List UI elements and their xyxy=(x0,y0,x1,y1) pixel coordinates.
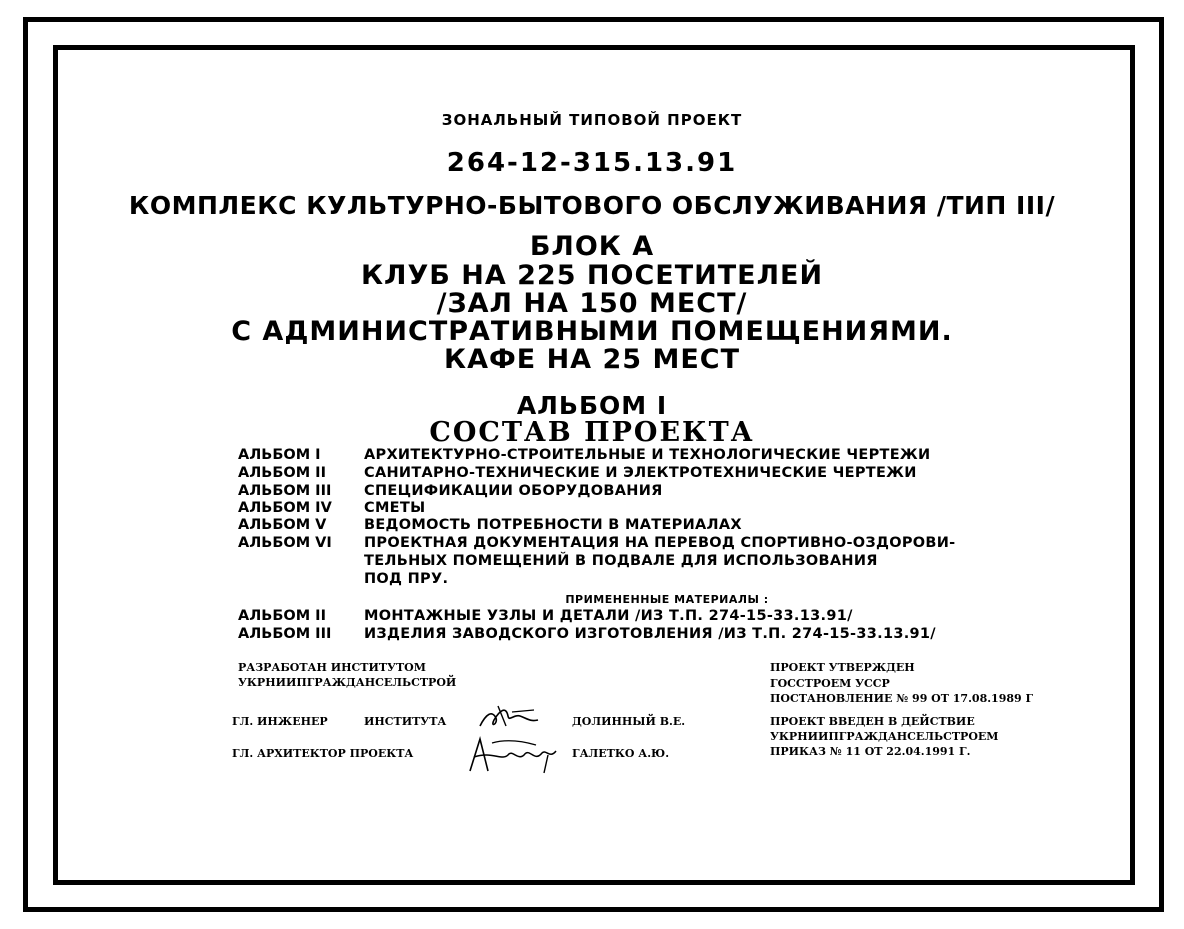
applied-item-text: МОНТАЖНЫЕ УЗЛЫ И ДЕТАЛИ /ИЗ Т.П. 274-15-33.13.91/ xyxy=(364,608,853,624)
list-item-text: АРХИТЕКТУРНО-СТРОИТЕЛЬНЫЕ И ТЕХНОЛОГИЧЕСКИЕ ЧЕРТЕЖИ xyxy=(364,447,931,463)
list-item-text: СПЕЦИФИКАЦИИ ОБОРУДОВАНИЯ xyxy=(364,483,663,499)
enactment-line-1: ПРОЕКТ ВВЕДЕН В ДЕЙСТВИЕ xyxy=(770,715,975,728)
list-item-label: АЛЬБОМ III xyxy=(238,483,332,499)
list-item-label: АЛЬБОМ II xyxy=(238,465,326,481)
title-line-admin: С АДМИНИСТРАТИВНЫМИ ПОМЕЩЕНИЯМИ. xyxy=(231,316,953,347)
list-item-text: ВЕДОМОСТЬ ПОТРЕБНОСТИ В МАТЕРИАЛАХ xyxy=(364,517,742,533)
applied-item-label: АЛЬБОМ II xyxy=(238,608,326,624)
chief-architect-name: ГАЛЕТКО А.Ю. xyxy=(572,747,670,760)
applied-item-label: АЛЬБОМ III xyxy=(238,626,332,642)
title-line-club: КЛУБ НА 225 ПОСЕТИТЕЛЕЙ xyxy=(360,260,824,291)
signature-architect xyxy=(462,733,562,777)
chief-engineer-role: ГЛ. ИНЖЕНЕР xyxy=(232,715,328,728)
enactment-line-2: УКРНИИПГРАЖДАНСЕЛЬСТРОЕМ xyxy=(770,730,999,743)
complex-title: КОМПЛЕКС КУЛЬТУРНО-БЫТОВОГО ОБСЛУЖИВАНИЯ /ТИП III/ xyxy=(128,191,1056,220)
list-item-text: САНИТАРНО-ТЕХНИЧЕСКИЕ И ЭЛЕКТРОТЕХНИЧЕСКИЕ ЧЕРТЕЖИ xyxy=(364,465,917,481)
chief-engineer-org: ИНСТИТУТА xyxy=(364,715,447,728)
approval-line-2: ГОССТРОЕМ УССР xyxy=(770,677,890,690)
list-item-text-cont: ПОД ПРУ. xyxy=(364,571,449,587)
approval-line-3: ПОСТАНОВЛЕНИЕ № 99 ОТ 17.08.1989 Г xyxy=(770,692,1034,705)
title-line-cafe: КАФЕ НА 25 МЕСТ xyxy=(444,344,740,375)
list-item-text: ПРОЕКТНАЯ ДОКУМЕНТАЦИЯ НА ПЕРЕВОД СПОРТИВНО-ОЗДОРОВИ- xyxy=(364,535,956,551)
signature-engineer xyxy=(476,700,544,736)
applied-materials-heading xyxy=(0,593,1184,606)
composition-heading: СОСТАВ ПРОЕКТА xyxy=(429,417,755,448)
developer-line-1: РАЗРАБОТАН ИНСТИТУТОМ xyxy=(238,661,426,674)
title-line-hall: /ЗАЛ НА 150 МЕСТ/ xyxy=(436,288,748,319)
approval-line-1: ПРОЕКТ УТВЕРЖДЕН xyxy=(770,661,915,674)
developer-line-2: УКРНИИПГРАЖДАНСЕЛЬСТРОЙ xyxy=(238,676,457,689)
chief-engineer-name: ДОЛИННЫЙ В.Е. xyxy=(572,715,686,728)
project-type-subtitle: ЗОНАЛЬНЫЙ ТИПОВОЙ ПРОЕКТ xyxy=(441,111,743,129)
list-item-text: СМЕТЫ xyxy=(364,500,426,516)
applied-materials-heading-text: ПРИМЕНЕННЫЕ МАТЕРИАЛЫ : xyxy=(565,593,769,606)
applied-item-text: ИЗДЕЛИЯ ЗАВОДСКОГО ИЗГОТОВЛЕНИЯ /ИЗ Т.П. 274-15-33.13.91/ xyxy=(364,626,936,642)
list-item-label: АЛЬБОМ VI xyxy=(238,535,332,551)
list-item-label: АЛЬБОМ V xyxy=(238,517,327,533)
album-title: АЛЬБОМ I xyxy=(516,391,668,420)
chief-architect-role: ГЛ. АРХИТЕКТОР ПРОЕКТА xyxy=(232,747,414,760)
list-item-label: АЛЬБОМ I xyxy=(238,447,321,463)
title-line-block: БЛОК А xyxy=(529,231,655,262)
enactment-line-3: ПРИКАЗ № 11 ОТ 22.04.1991 Г. xyxy=(770,745,971,758)
project-code: 264-12-315.13.91 xyxy=(446,148,738,178)
list-item-text-cont: ТЕЛЬНЫХ ПОМЕЩЕНИЙ В ПОДВАЛЕ ДЛЯ ИСПОЛЬЗОВАНИЯ xyxy=(364,553,878,569)
list-item-label: АЛЬБОМ IV xyxy=(238,500,332,516)
